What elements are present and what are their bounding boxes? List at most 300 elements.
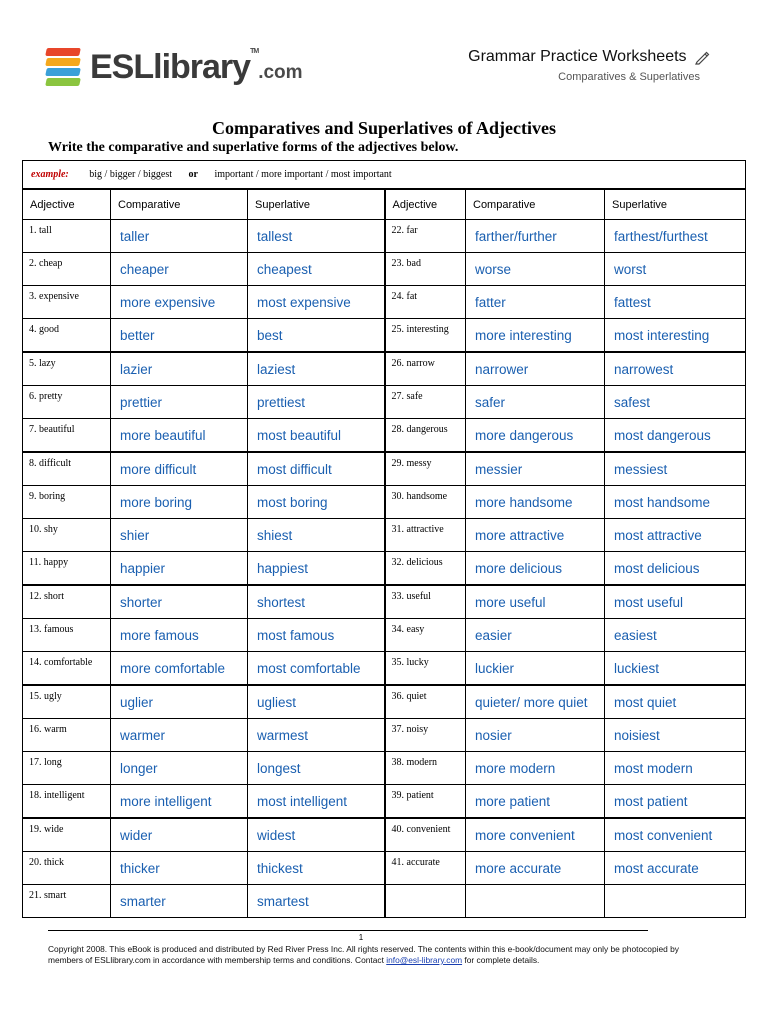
- superlative-answer: best: [257, 328, 283, 343]
- superlative-answer: widest: [257, 828, 296, 843]
- adjective-cell: 9. boring: [29, 491, 66, 502]
- table-cell: [111, 818, 248, 852]
- superlative-answer: prettiest: [257, 395, 306, 410]
- table-cell: [385, 552, 466, 586]
- table-cell: [23, 885, 111, 918]
- table-row: [23, 419, 746, 453]
- table-cell: [605, 452, 746, 486]
- logo-trademark: TM: [250, 48, 259, 55]
- comparative-answer: prettier: [120, 395, 163, 410]
- table-cell: [23, 452, 111, 486]
- adjective-cell: 6. pretty: [29, 391, 63, 402]
- superlative-answer: luckiest: [614, 661, 660, 676]
- worksheet-table: [22, 160, 746, 918]
- example-2: important / more important / most important: [214, 169, 392, 180]
- table-cell: [23, 585, 111, 619]
- comparative-answer: farther/further: [475, 229, 557, 244]
- adjective-cell: 26. narrow: [391, 358, 435, 369]
- comparative-answer: smarter: [120, 894, 166, 909]
- table-cell: [605, 685, 746, 719]
- worksheet-title: Comparatives and Superlatives of Adjectives: [212, 118, 556, 138]
- table-cell: [23, 652, 111, 686]
- table-cell: [111, 253, 248, 286]
- table-cell: [385, 319, 466, 353]
- adjective-cell: 2. cheap: [29, 258, 63, 269]
- adjective-cell: 40. convenient: [391, 824, 451, 835]
- table-cell: [248, 752, 385, 785]
- table-cell: [466, 319, 605, 353]
- adjective-cell: 25. interesting: [391, 324, 449, 335]
- table-cell: [23, 319, 111, 353]
- table-cell: [385, 519, 466, 552]
- superlative-answer: most convenient: [614, 828, 713, 843]
- comparative-answer: nosier: [475, 728, 512, 743]
- table-row: [23, 486, 746, 519]
- table-cell: [248, 685, 385, 719]
- table-cell: [248, 253, 385, 286]
- table-cell: [466, 619, 605, 652]
- table-cell: [385, 852, 466, 885]
- table-cell: [248, 818, 385, 852]
- adjective-cell: 23. bad: [391, 258, 421, 269]
- table-cell: [466, 452, 605, 486]
- header-adjective-right: Adjective: [385, 189, 466, 220]
- table-row: [23, 552, 746, 586]
- series-header: [468, 48, 710, 83]
- table-cell: [111, 652, 248, 686]
- comparative-answer: better: [120, 328, 155, 343]
- table-cell: [23, 519, 111, 552]
- table-cell: [111, 885, 248, 918]
- comparative-answer: more handsome: [475, 495, 573, 510]
- table-cell: [605, 619, 746, 652]
- table-row: [23, 253, 746, 286]
- superlative-answer: shortest: [257, 595, 306, 610]
- table-cell: [111, 619, 248, 652]
- table-cell: [248, 719, 385, 752]
- adjective-cell: 22. far: [391, 225, 418, 236]
- adjective-cell: 18. intelligent: [29, 790, 85, 801]
- table-row: [23, 885, 746, 918]
- superlative-answer: most expensive: [257, 295, 351, 310]
- comparative-answer: [466, 885, 604, 894]
- table-cell: [111, 220, 248, 253]
- series-subtitle: Comparatives & Superlatives: [558, 71, 700, 83]
- table-cell: [111, 852, 248, 885]
- superlative-answer: tallest: [257, 229, 293, 244]
- adjective-cell: 13. famous: [29, 624, 74, 635]
- table-cell: [605, 885, 746, 918]
- worksheet-instruction: Write the comparative and superlative forms of the adjectives below.: [48, 140, 459, 155]
- header-adjective-left: Adjective: [23, 189, 111, 220]
- table-cell: [466, 685, 605, 719]
- table-cell: [248, 785, 385, 819]
- table-row: [23, 652, 746, 686]
- table-cell: [23, 685, 111, 719]
- comparative-answer: more accurate: [475, 861, 562, 876]
- superlative-answer: most beautiful: [257, 428, 342, 443]
- table-cell: [23, 752, 111, 785]
- adjective-cell: 31. attractive: [391, 524, 444, 535]
- table-row: [23, 286, 746, 319]
- table-cell: [466, 386, 605, 419]
- copyright-tail: for complete details.: [464, 955, 540, 965]
- table-row: [23, 319, 746, 353]
- table-cell: [111, 286, 248, 319]
- books-icon: [44, 44, 84, 90]
- table-cell: [23, 719, 111, 752]
- table-cell: [605, 352, 746, 386]
- table-cell: [466, 785, 605, 819]
- superlative-answer: most useful: [614, 595, 684, 610]
- table-cell: [466, 419, 605, 453]
- contact-email-link[interactable]: info@esl-library.com: [386, 955, 463, 965]
- table-cell: [605, 585, 746, 619]
- table-cell: [111, 319, 248, 353]
- comparative-answer: more delicious: [475, 561, 563, 576]
- header-comparative-right: Comparative: [466, 189, 605, 220]
- series-title: Grammar Practice Worksheets: [468, 48, 687, 65]
- table-cell: [111, 752, 248, 785]
- table-cell: [385, 818, 466, 852]
- superlative-answer: most modern: [614, 761, 693, 776]
- table-cell: [248, 652, 385, 686]
- comparative-answer: shorter: [120, 595, 163, 610]
- table-cell: [111, 719, 248, 752]
- comparative-answer: longer: [120, 761, 158, 776]
- table-cell: [466, 652, 605, 686]
- superlative-answer: ugliest: [257, 695, 297, 710]
- comparative-answer: wider: [120, 828, 153, 843]
- comparative-answer: more useful: [475, 595, 546, 610]
- superlative-answer: most handsome: [614, 495, 711, 510]
- comparative-answer: more intelligent: [120, 794, 212, 809]
- superlative-answer: most intelligent: [257, 794, 348, 809]
- superlative-answer: smartest: [257, 894, 309, 909]
- table-cell: [111, 519, 248, 552]
- adjective-cell: 28. dangerous: [391, 424, 448, 435]
- example-row: [23, 161, 746, 190]
- table-cell: [111, 419, 248, 453]
- table-cell: [23, 286, 111, 319]
- table-cell: [466, 519, 605, 552]
- table-cell: [248, 852, 385, 885]
- table-cell: [111, 386, 248, 419]
- adjective-cell: 21. smart: [29, 890, 67, 901]
- table-cell: [248, 552, 385, 586]
- table-cell: [111, 452, 248, 486]
- table-cell: [248, 319, 385, 353]
- table-cell: [385, 652, 466, 686]
- adjective-cell: 17. long: [29, 757, 62, 768]
- table-cell: [605, 319, 746, 353]
- table-cell: [605, 253, 746, 286]
- table-row: [23, 852, 746, 885]
- superlative-answer: happiest: [257, 561, 309, 576]
- table-cell: [111, 585, 248, 619]
- table-cell: [466, 486, 605, 519]
- table-row: [23, 452, 746, 486]
- comparative-answer: more convenient: [475, 828, 575, 843]
- table-cell: [385, 619, 466, 652]
- superlative-answer: [605, 885, 745, 894]
- table-cell: [466, 352, 605, 386]
- comparative-answer: more difficult: [120, 462, 197, 477]
- table-cell: [605, 719, 746, 752]
- table-cell: [248, 220, 385, 253]
- table-cell: [248, 585, 385, 619]
- table-cell: [111, 352, 248, 386]
- table-cell: [23, 253, 111, 286]
- adjective-cell: 29. messy: [391, 458, 432, 469]
- superlative-answer: narrowest: [614, 362, 674, 377]
- table-cell: [385, 585, 466, 619]
- table-cell: [385, 486, 466, 519]
- table-cell: [248, 386, 385, 419]
- table-cell: [466, 552, 605, 586]
- adjective-cell: 35. lucky: [391, 657, 429, 668]
- comparative-answer: fatter: [475, 295, 506, 310]
- table-cell: [605, 386, 746, 419]
- table-cell: [248, 885, 385, 918]
- comparative-answer: taller: [120, 229, 150, 244]
- table-cell: [385, 220, 466, 253]
- adjective-cell: 36. quiet: [391, 691, 427, 702]
- table-cell: [605, 220, 746, 253]
- table-cell: [605, 852, 746, 885]
- page-number: 1: [358, 933, 364, 942]
- table-cell: [385, 752, 466, 785]
- superlative-answer: longest: [257, 761, 301, 776]
- table-row: [23, 220, 746, 253]
- comparative-answer: messier: [475, 462, 523, 477]
- table-row: [23, 619, 746, 652]
- comparative-answer: more famous: [120, 628, 199, 643]
- adjective-cell: 34. easy: [391, 624, 425, 635]
- table-cell: [605, 286, 746, 319]
- comparative-answer: luckier: [475, 661, 515, 676]
- table-cell: [23, 818, 111, 852]
- table-cell: [466, 719, 605, 752]
- adjective-cell: 32. delicious: [391, 557, 443, 568]
- superlative-answer: farthest/furthest: [614, 229, 708, 244]
- table-cell: [248, 419, 385, 453]
- comparative-answer: quieter/ more quiet: [475, 695, 588, 710]
- table-row: [23, 519, 746, 552]
- table-cell: [111, 552, 248, 586]
- superlative-answer: most difficult: [257, 462, 332, 477]
- adjective-cell: 14. comfortable: [29, 657, 93, 668]
- table-cell: [23, 852, 111, 885]
- table-row: [23, 719, 746, 752]
- table-row: [23, 818, 746, 852]
- comparative-answer: more attractive: [475, 528, 565, 543]
- superlative-answer: warmest: [257, 728, 309, 743]
- table-cell: [385, 452, 466, 486]
- table-cell: [248, 286, 385, 319]
- table-cell: [605, 552, 746, 586]
- table-cell: [111, 685, 248, 719]
- table-cell: [605, 652, 746, 686]
- comparative-answer: happier: [120, 561, 166, 576]
- header-superlative-left: Superlative: [248, 189, 385, 220]
- comparative-answer: shier: [120, 528, 150, 543]
- adjective-cell: 16. warm: [29, 724, 67, 735]
- superlative-answer: most patient: [614, 794, 688, 809]
- table-row: [23, 585, 746, 619]
- adjective-cell: 33. useful: [391, 591, 431, 602]
- superlative-answer: most delicious: [614, 561, 700, 576]
- table-cell: [23, 486, 111, 519]
- logo-name: ESLlibrary: [90, 48, 251, 86]
- table-cell: [466, 585, 605, 619]
- header-row: [23, 189, 746, 220]
- adjective-cell: 20. thick: [29, 857, 64, 868]
- adjective-cell: 37. noisy: [391, 724, 429, 735]
- adjective-cell: 41. accurate: [391, 857, 440, 868]
- table-row: [23, 785, 746, 819]
- table-cell: [385, 785, 466, 819]
- superlative-answer: noisiest: [614, 728, 660, 743]
- table-cell: [385, 286, 466, 319]
- logo-suffix: .com: [258, 62, 303, 83]
- comparative-answer: more expensive: [120, 295, 216, 310]
- comparative-answer: uglier: [120, 695, 154, 710]
- table-cell: [385, 386, 466, 419]
- comparative-answer: cheaper: [120, 262, 169, 277]
- table-cell: [23, 352, 111, 386]
- copyright-notice: [48, 944, 688, 966]
- adjective-cell: 4. good: [29, 324, 59, 335]
- table-cell: [248, 352, 385, 386]
- table-cell: [385, 419, 466, 453]
- superlative-answer: most comfortable: [257, 661, 361, 676]
- table-cell: [248, 619, 385, 652]
- comparative-answer: safer: [475, 395, 506, 410]
- adjective-cell: 15. ugly: [29, 691, 62, 702]
- adjective-cell: 24. fat: [391, 291, 418, 302]
- example-1: big / bigger / biggest: [89, 169, 173, 180]
- table-row: [23, 352, 746, 386]
- table-cell: [385, 352, 466, 386]
- comparative-answer: more beautiful: [120, 428, 206, 443]
- table-cell: [466, 220, 605, 253]
- superlative-answer: safest: [614, 395, 651, 410]
- adjective-cell: 8. difficult: [29, 458, 72, 469]
- table-cell: [385, 685, 466, 719]
- adjective-cell: 5. lazy: [29, 358, 56, 369]
- table-cell: [248, 452, 385, 486]
- adjective-cell: 27. safe: [391, 391, 423, 402]
- footer-divider: [48, 930, 648, 931]
- comparative-answer: more boring: [120, 495, 193, 510]
- table-row: [23, 752, 746, 785]
- superlative-answer: worst: [614, 262, 647, 277]
- header-superlative-right: Superlative: [605, 189, 746, 220]
- table-cell: [23, 419, 111, 453]
- table-cell: [466, 253, 605, 286]
- copyright-text: Copyright 2008. This eBook is produced and distributed by Red River Press Inc. All rights reserved. The contents within this e-book/document may only be photocopied by members of ESLlibrary.com in accordance with membership terms and conditions. Contact: [48, 944, 679, 965]
- comparative-answer: worse: [475, 262, 512, 277]
- table-cell: [605, 818, 746, 852]
- table-cell: [605, 752, 746, 785]
- table-cell: [466, 852, 605, 885]
- comparative-answer: narrower: [475, 362, 529, 377]
- table-row: [23, 685, 746, 719]
- table-cell: [23, 552, 111, 586]
- table-cell: [466, 818, 605, 852]
- table-cell: [23, 220, 111, 253]
- superlative-answer: shiest: [257, 528, 293, 543]
- table-cell: [466, 286, 605, 319]
- header-comparative-left: Comparative: [111, 189, 248, 220]
- comparative-answer: more modern: [475, 761, 556, 776]
- table-cell: [466, 885, 605, 918]
- table-row: [23, 386, 746, 419]
- superlative-answer: most quiet: [614, 695, 677, 710]
- table-cell: [248, 486, 385, 519]
- table-cell: [111, 486, 248, 519]
- superlative-answer: fattest: [614, 295, 651, 310]
- comparative-answer: more comfortable: [120, 661, 226, 676]
- table-cell: [605, 519, 746, 552]
- adjective-cell: 7. beautiful: [29, 424, 75, 435]
- superlative-answer: most attractive: [614, 528, 702, 543]
- table-cell: [385, 885, 466, 918]
- comparative-answer: warmer: [120, 728, 166, 743]
- superlative-answer: most dangerous: [614, 428, 711, 443]
- superlative-answer: most interesting: [614, 328, 710, 343]
- adjective-cell: 30. handsome: [391, 491, 448, 502]
- table-cell: [111, 785, 248, 819]
- comparative-answer: lazier: [120, 362, 153, 377]
- superlative-answer: laziest: [257, 362, 296, 377]
- adjective-cell: 1. tall: [29, 225, 52, 236]
- adjective-cell: 12. short: [29, 591, 64, 602]
- table-cell: [385, 719, 466, 752]
- comparative-answer: thicker: [120, 861, 160, 876]
- table-cell: [605, 419, 746, 453]
- adjective-cell: 38. modern: [391, 757, 438, 768]
- example-label: example:: [31, 169, 69, 180]
- superlative-answer: most famous: [257, 628, 335, 643]
- comparative-answer: more patient: [475, 794, 551, 809]
- table-cell: [23, 386, 111, 419]
- superlative-answer: easiest: [614, 628, 657, 643]
- comparative-answer: more interesting: [475, 328, 572, 343]
- superlative-answer: most accurate: [614, 861, 699, 876]
- table-cell: [385, 253, 466, 286]
- adjective-cell: 3. expensive: [29, 291, 79, 302]
- table-cell: [23, 785, 111, 819]
- superlative-answer: most boring: [257, 495, 328, 510]
- table-cell: [23, 619, 111, 652]
- adjective-cell: 11. happy: [29, 557, 69, 568]
- comparative-answer: easier: [475, 628, 512, 643]
- pencil-icon: [694, 49, 710, 65]
- example-or: or: [188, 169, 198, 180]
- table-cell: [605, 785, 746, 819]
- table-cell: [248, 519, 385, 552]
- table-cell: [466, 752, 605, 785]
- comparative-answer: more dangerous: [475, 428, 574, 443]
- table-cell: [605, 486, 746, 519]
- superlative-answer: thickest: [257, 861, 303, 876]
- adjective-cell: 19. wide: [29, 824, 64, 835]
- esl-library-logo: [44, 44, 303, 90]
- adjective-cell: 10. shy: [29, 524, 58, 535]
- superlative-answer: messiest: [614, 462, 668, 477]
